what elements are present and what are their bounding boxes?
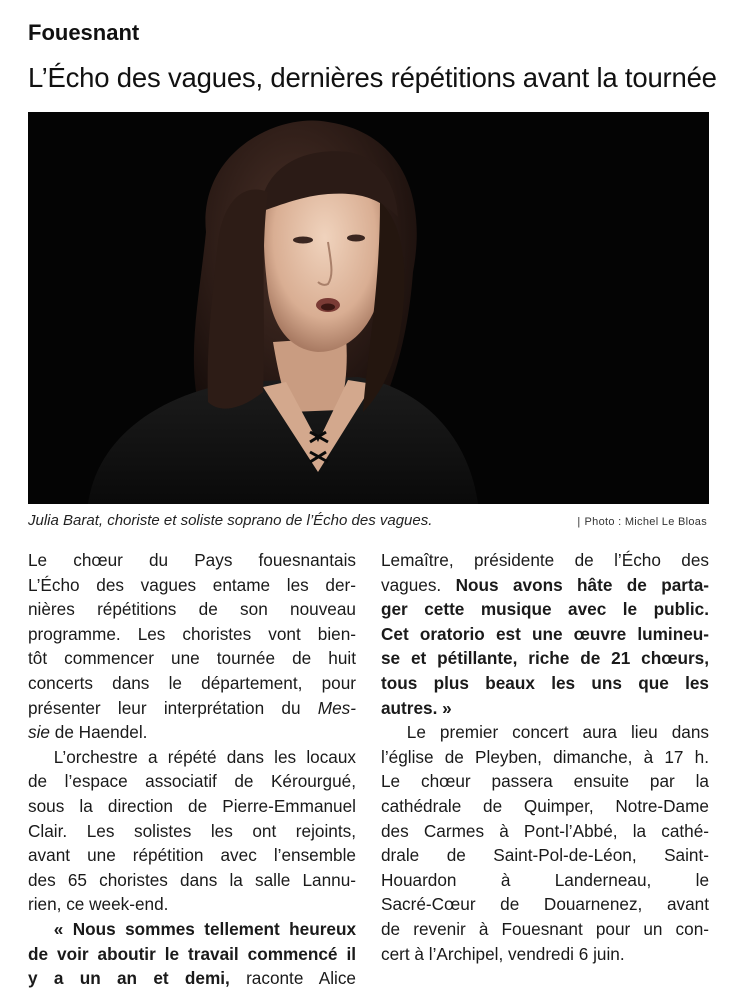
text-run: de voir aboutir le travail commencé il <box>28 943 356 964</box>
text-run: des 65 choristes dans la salle Lannu- <box>28 869 356 890</box>
text-run: nières répétitions de son nouveau <box>28 599 356 620</box>
text-run: raconte Alice <box>229 968 356 989</box>
article-headline: L’Écho des vagues, dernières répétitions avant la tournée <box>28 62 717 93</box>
text-line <box>381 597 709 622</box>
text-line <box>381 671 709 696</box>
text-line <box>28 843 356 868</box>
text-run: Sacré-Cœur de Douarnenez, avant <box>381 894 709 915</box>
text-run: programme. Les choristes vont bien- <box>28 623 356 644</box>
body-column-left <box>28 548 356 991</box>
text-line <box>28 622 356 647</box>
text-run: de revenir à Fouesnant pour un con- <box>381 918 709 939</box>
text-run: se et pétillante, riche de 21 chœurs, <box>381 648 709 669</box>
text-line <box>381 573 709 598</box>
text-run: cathédrale de Quimper, Notre-Dame <box>381 795 709 816</box>
photo-caption: Julia Barat, choriste et soliste soprano de l’Écho des vagues. <box>28 512 433 529</box>
text-line <box>381 745 709 770</box>
text-run: « Nous sommes tellement heureux <box>28 918 356 939</box>
text-run: Le chœur passera ensuite par la <box>381 771 709 792</box>
text-run: L’Écho des vagues entame les der- <box>28 574 356 595</box>
photo-credit <box>577 516 707 528</box>
text-run: Mes- <box>317 697 356 718</box>
section-kicker: Fouesnant <box>28 20 140 45</box>
text-line <box>381 646 709 671</box>
text-run: présenter leur interprétation du <box>28 697 318 718</box>
article-photo <box>28 112 709 504</box>
text-line <box>28 548 356 573</box>
text-run: ger cette musique avec le public. <box>381 599 709 620</box>
text-run: L’orchestre a répété dans les locaux <box>28 746 356 767</box>
text-line <box>381 868 709 893</box>
text-run: sous la direction de Pierre-Emmanuel <box>28 795 356 816</box>
text-line <box>28 573 356 598</box>
credit-text: Photo : Michel Le Bloas <box>584 516 707 528</box>
text-line <box>28 696 356 721</box>
text-run: drale de Saint-Pol-de-Léon, Saint- <box>381 845 709 866</box>
text-line <box>381 843 709 868</box>
body-column-right <box>381 548 709 966</box>
credit-separator: | <box>577 516 581 528</box>
text-run: autres. » <box>381 697 452 718</box>
text-run: Houardon à Landerneau, le <box>381 869 709 890</box>
text-line <box>381 696 709 721</box>
text-run: Le chœur du Pays fouesnantais <box>28 550 356 570</box>
text-run: Nous avons hâte de parta- <box>455 574 709 595</box>
text-run: de l’espace associatif de Kérourgué, <box>28 771 356 792</box>
text-line <box>381 942 709 967</box>
text-line <box>28 745 356 770</box>
text-run: concerts dans le département, pour <box>28 672 356 693</box>
text-run: Lemaître, présidente de l’Écho des <box>381 550 709 570</box>
text-line <box>28 917 356 942</box>
text-line <box>28 868 356 893</box>
text-line <box>381 892 709 917</box>
text-run: rien, ce week-end. <box>28 894 169 915</box>
text-line <box>381 720 709 745</box>
singer-portrait-illustration <box>28 112 709 504</box>
text-run: tous plus beaux les uns que les <box>381 672 709 693</box>
text-line <box>28 597 356 622</box>
text-run: tôt commencer une tournée de huit <box>28 648 356 669</box>
text-run: y a un an et demi, <box>28 968 230 989</box>
text-line <box>28 942 356 967</box>
text-line <box>381 819 709 844</box>
text-line <box>28 646 356 671</box>
text-line <box>381 769 709 794</box>
text-line <box>381 794 709 819</box>
text-line <box>381 917 709 942</box>
text-line <box>28 794 356 819</box>
text-line <box>381 622 709 647</box>
text-run: de Haendel. <box>49 722 148 743</box>
text-run: l’église de Pleyben, dimanche, à 17 h. <box>381 746 709 767</box>
text-line <box>28 892 356 917</box>
text-run: Clair. Les solistes les ont rejoints, <box>28 820 356 841</box>
text-line <box>381 548 709 573</box>
text-run: vagues. <box>381 574 456 595</box>
text-run: Le premier concert aura lieu dans <box>381 722 709 743</box>
text-run: des Carmes à Pont-l’Abbé, la cathé- <box>381 820 709 841</box>
text-line <box>28 671 356 696</box>
text-run: avant une répétition avec l’ensemble <box>28 845 356 866</box>
text-line <box>28 720 356 745</box>
text-line <box>28 769 356 794</box>
text-run: Cet oratorio est une œuvre lumineu- <box>381 623 709 644</box>
text-run: sie <box>28 722 50 743</box>
text-line <box>28 819 356 844</box>
text-line <box>28 966 356 991</box>
text-run: cert à l’Archipel, vendredi 6 juin. <box>381 943 625 964</box>
